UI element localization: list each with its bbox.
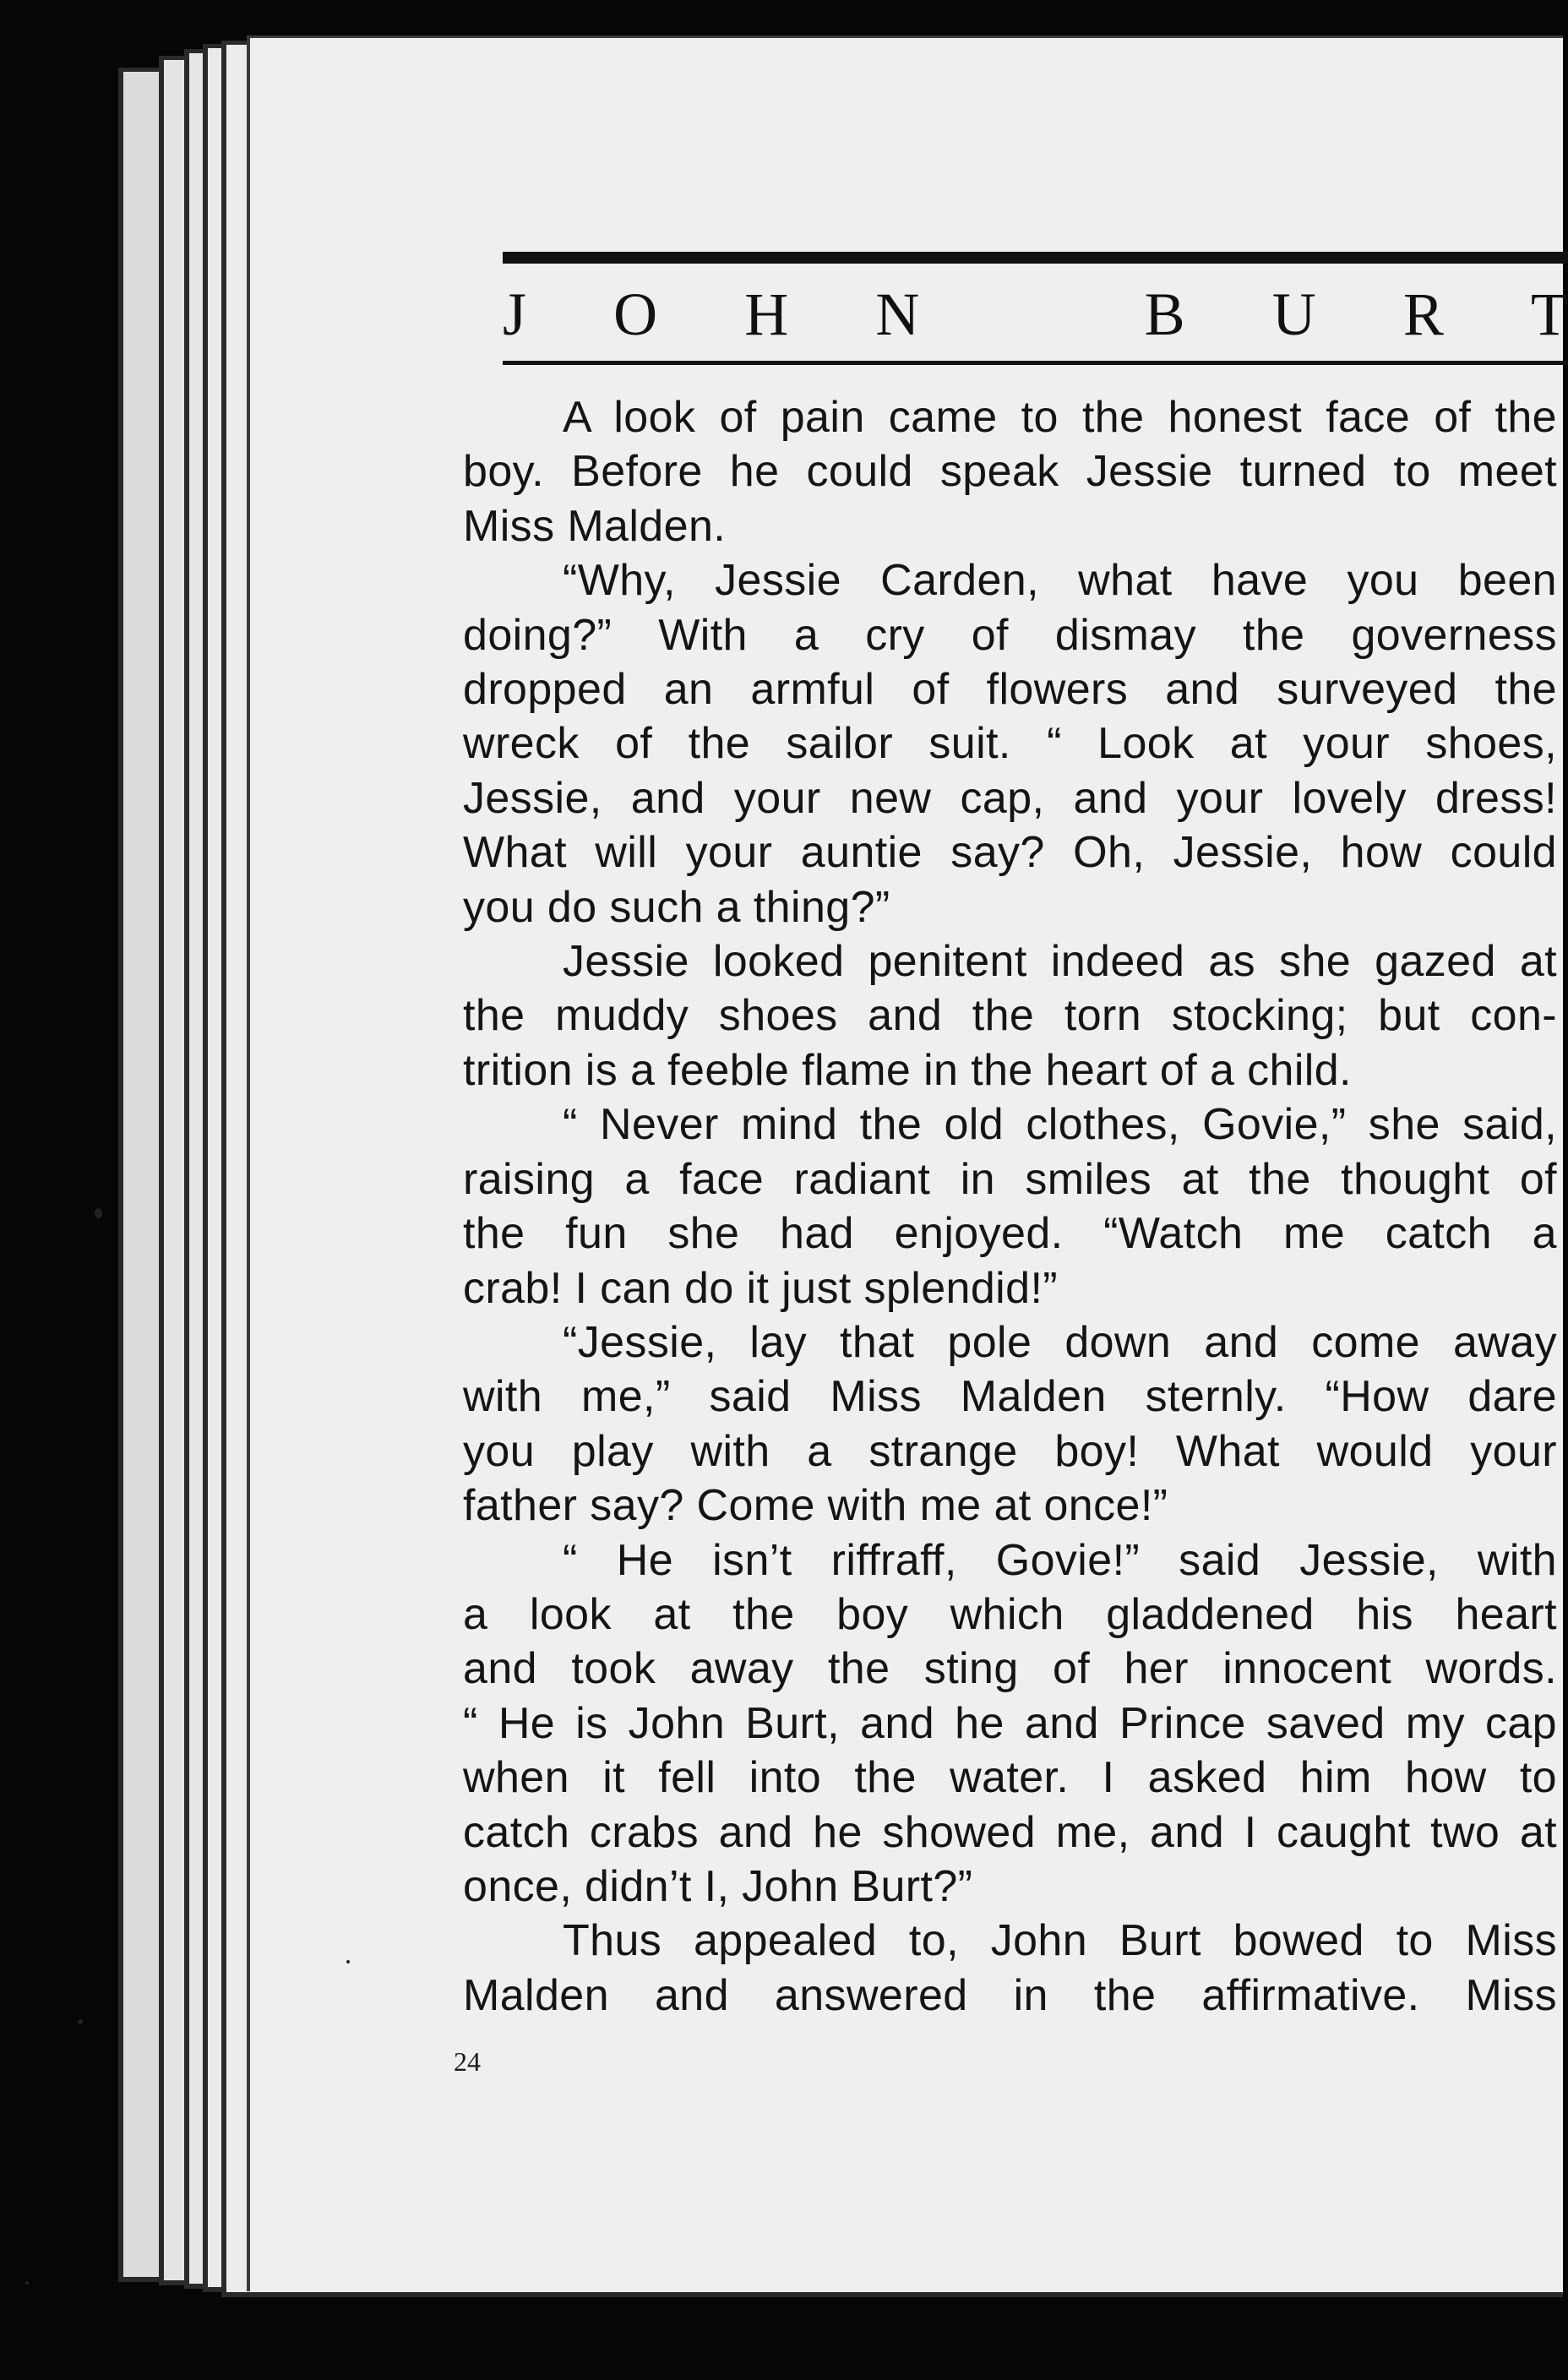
running-head-letter: H — [744, 280, 789, 348]
text-line: crab! I can do it just splendid!” — [463, 1263, 1059, 1313]
text-line: Jessie, and your new cap, and your lovely dress! — [463, 773, 1557, 823]
text-line: Thus appealed to, John Burt bowed to Miss — [563, 1916, 1557, 1966]
text-line: raising a face radiant in smiles at the thought of — [463, 1154, 1557, 1204]
running-head-letter: J — [503, 280, 527, 348]
text-line: once, didn’t I, John Burt?” — [463, 1861, 973, 1911]
text-line: father say? Come with me at once!” — [463, 1481, 1168, 1531]
text-line: dropped an armful of flowers and surveyed the — [463, 665, 1557, 715]
text-line: you do such a thing?” — [463, 882, 890, 932]
dust-speck — [346, 1960, 350, 1963]
dust-speck — [78, 2019, 83, 2024]
paragraph — [463, 1097, 1557, 1315]
text-line: the muddy shoes and the torn stocking; but con- — [463, 991, 1557, 1041]
running-head-letter: N — [875, 280, 920, 348]
running-head-letter: B — [1144, 280, 1185, 348]
paragraph — [463, 934, 1557, 1097]
text-line: A look of pain came to the honest face of the — [563, 393, 1557, 442]
paragraph — [463, 1914, 1557, 2023]
dust-speck — [95, 1208, 102, 1218]
text-line: Malden and answered in the affirmative. Miss — [463, 1970, 1557, 2020]
text-line: with me,” said Miss Malden sternly. “How dare — [463, 1372, 1557, 1422]
text-line: and took away the sting of her innocent words. — [463, 1644, 1557, 1694]
dust-speck — [25, 2281, 29, 2285]
paragraph — [463, 1315, 1557, 1533]
text-line: you play with a strange boy! What would your — [463, 1426, 1557, 1476]
running-head-letter: T — [1530, 280, 1568, 348]
running-head — [503, 272, 1568, 357]
header-rule-top — [503, 252, 1568, 264]
text-line: “Why, Jessie Carden, what have you been — [563, 556, 1557, 606]
text-line: Miss Malden. — [463, 501, 727, 551]
running-head-letter: R — [1402, 280, 1444, 348]
text-line: What will your auntie say? Oh, Jessie, how could — [463, 828, 1557, 878]
running-head-letter: O — [613, 280, 658, 348]
scan-bed-edge — [1563, 0, 1568, 2380]
text-line: “ Never mind the old clothes, Govie,” she said, — [563, 1100, 1557, 1150]
text-line: “ He is John Burt, and he and Prince saved my cap — [463, 1698, 1557, 1748]
paragraph — [463, 553, 1557, 934]
header-rule-bottom — [503, 361, 1568, 365]
text-line: the fun she had enjoyed. “Watch me catch a — [463, 1209, 1557, 1259]
paragraph — [463, 390, 1557, 553]
text-line: boy. Before he could speak Jessie turned to meet — [463, 447, 1557, 497]
text-line: “ He isn’t riffraff, Govie!” said Jessie, with — [563, 1535, 1557, 1585]
text-line: when it fell into the water. I asked him how to — [463, 1753, 1557, 1803]
text-line: trition is a feeble flame in the heart of a child. — [463, 1045, 1352, 1095]
text-line: wreck of the sailor suit. “ Look at your shoes, — [463, 719, 1557, 769]
page-number: 24 — [454, 2046, 481, 2077]
body-text — [463, 390, 1557, 2023]
text-line: “Jessie, lay that pole down and come away — [563, 1317, 1557, 1367]
paragraph — [463, 1533, 1557, 1914]
text-line: catch crabs and he showed me, and I caught two at — [463, 1807, 1557, 1857]
running-head-letter: U — [1271, 280, 1316, 348]
text-line: Jessie looked penitent indeed as she gazed at — [563, 937, 1557, 987]
text-line: doing?” With a cry of dismay the governess — [463, 610, 1557, 660]
text-line: a look at the boy which gladdened his heart — [463, 1589, 1557, 1639]
